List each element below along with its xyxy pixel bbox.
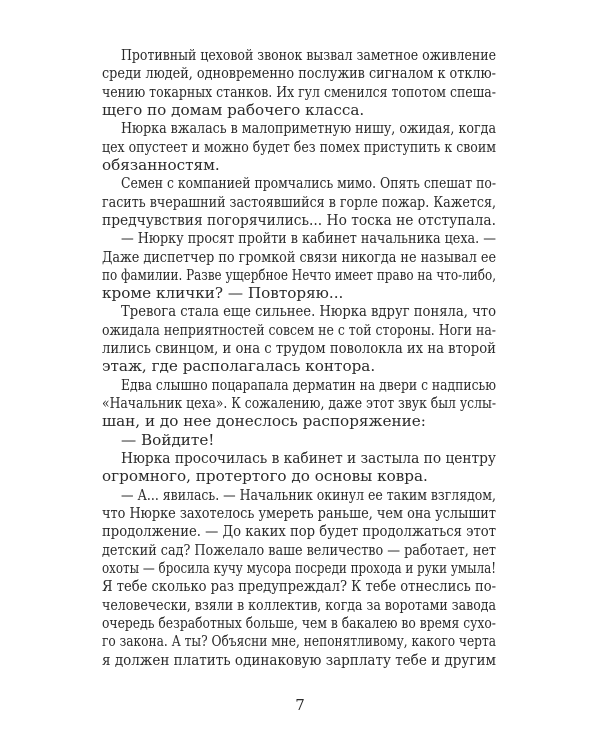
text-line: цех опустеет и можно будет без помех приступить к своим [102,137,496,156]
text-line: среди людей, одновременно послужив сигналом к отклю- [102,64,497,83]
text-line: лились свинцом, и она с трудом поволокла их на второй [102,339,496,358]
text-line: детский сад? Пожелало ваше величество — работает, нет [102,540,496,559]
text-line: гасить вчерашний застоявшийся в горле пожар. Кажется, [102,192,497,211]
text-line: Тревога стала еще сильнее. Нюрка вдруг поняла, что [121,302,496,321]
text-line: обязанностям. [102,155,220,174]
text-line: Я тебе сколько раз предупреждал? К тебе отнеслись по- [102,577,497,596]
text-line: предчувствия погорячились... Но тоска не отступала. [102,210,497,229]
text-line: — А... явилась. — Начальник окинул ее таким взглядом, [121,485,496,504]
text-line: Семен с компанией промчались мимо. Опять спешат по- [121,174,497,193]
text-line: чению токарных станков. Их гул сменился топотом спеша- [102,82,496,101]
text-line: Нюрка вжалась в малоприметную нишу, ожидая, когда [121,119,497,138]
text-line: что Нюрке захотелось умереть раньше, чем она услышит [102,504,496,522]
text-line: очередь безработных больше, чем в бакалею во время сухо- [102,613,496,632]
text-line: я должен платить одинаковую зарплату тебе и другим [102,650,496,669]
text-line: го закона. А ты? Объясни мне, непонятливому, какого черта [102,632,496,651]
text-line: охоты — бросила кучу мусора посреди прохода и руки умыла! [102,558,496,577]
text-line: этаж, где располагалась контора. [102,357,376,376]
text-line: шан, и до нее донеслось распоряжение: [102,412,426,431]
text-line: по фамилии. Разве ущербное Нечто имеет право на что-либо, [102,265,497,284]
text-line: продолжение. — До каких пор будет продолжаться этот [102,522,496,541]
text-line: Нюрка просочилась в кабинет и застыла по центру [121,449,496,468]
text-line: Даже диспетчер по громкой связи никогда не называл ее [102,247,497,266]
text-line: — Нюрку просят пройти в кабинет начальника цеха. — [121,229,496,248]
text-line: ожидала неприятностей совсем не с той стороны. Ноги на- [102,320,496,339]
text-line: Едва слышно поцарапала дерматин на двери с надписью [121,375,497,394]
text-line: — Войдите! [121,430,215,449]
text-line: кроме клички? — Повторяю... [102,284,344,303]
text-line: Противный цеховой звонок вызвал заметное оживление [121,46,496,64]
text-line: человечески, взяли в коллектив, когда за воротами завода [102,595,497,614]
text-line: щего по домам рабочего класса. [102,100,365,119]
text-line: «Начальник цеха». К сожалению, даже этот звук был услы- [102,394,497,413]
text-line: огромного, протертого до основы ковра. [102,467,428,486]
page-number: 7 [295,696,305,714]
